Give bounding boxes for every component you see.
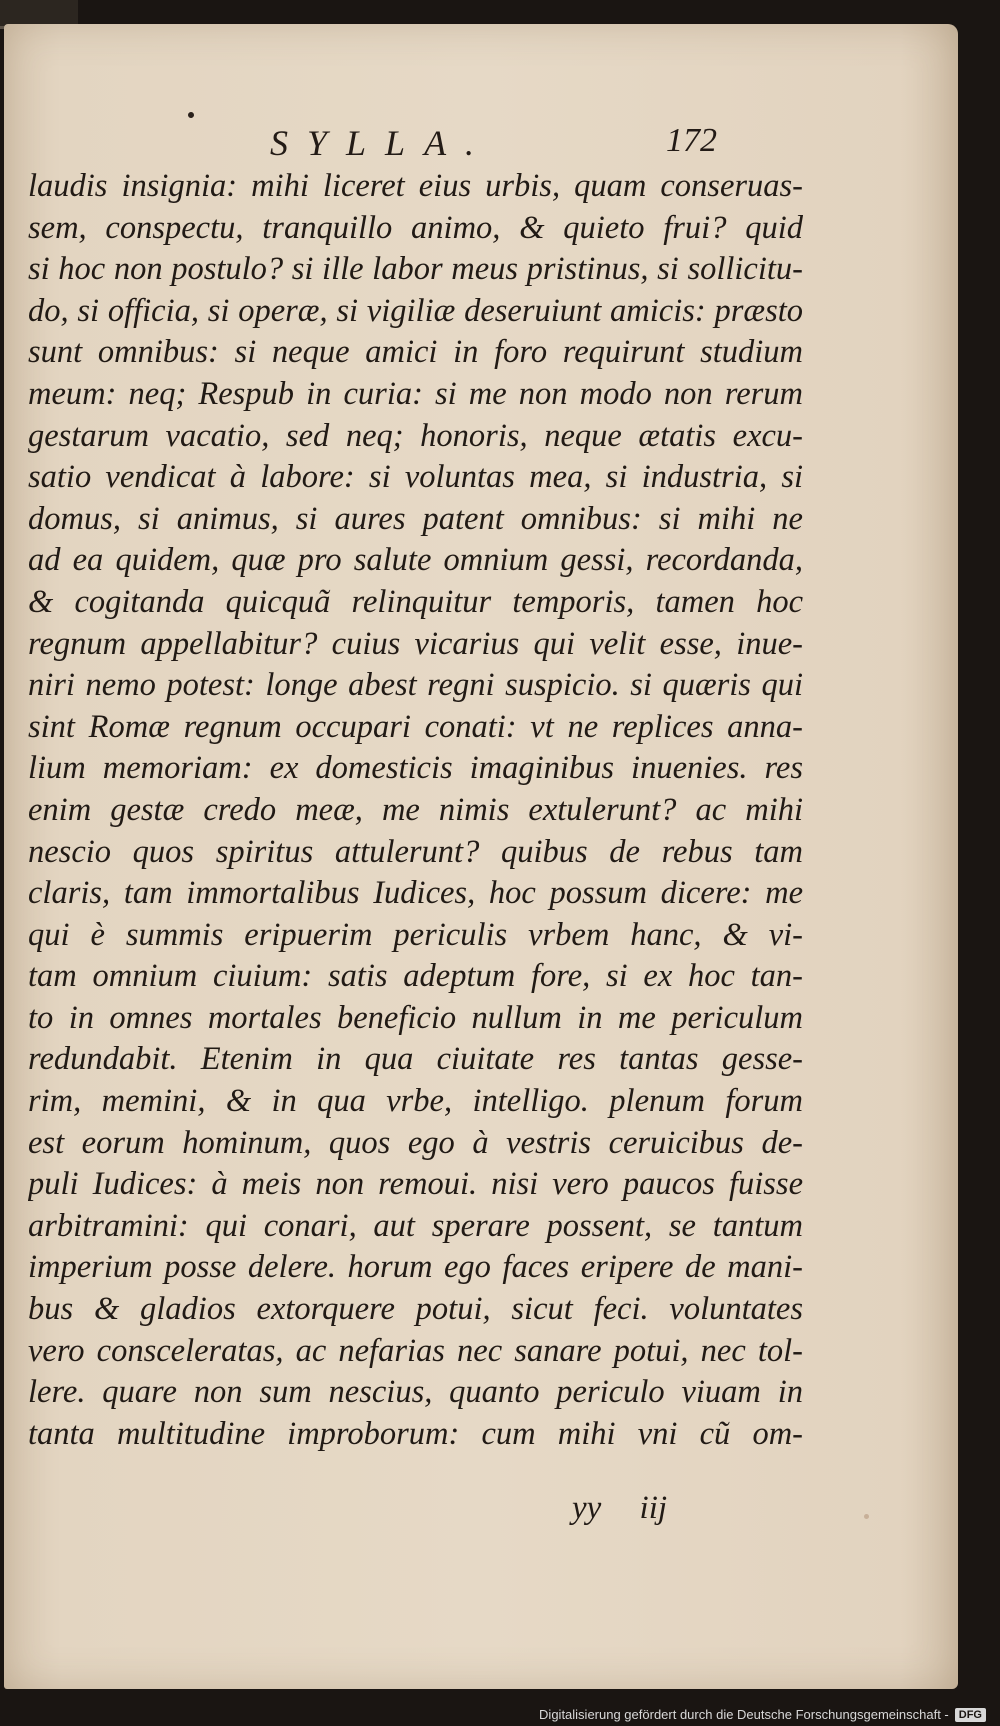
text-line: lere. quare non sum nescius, quanto periculo viuam in: [28, 1374, 803, 1411]
text-line: sunt omnibus: si neque amici in foro requirunt studium: [28, 334, 803, 371]
dfg-logo: DFG: [955, 1708, 986, 1722]
digitization-credit: [539, 1707, 986, 1722]
text-line: do, si officia, si operæ, si vigiliæ deseruiunt amicis: præsto: [28, 292, 803, 329]
text-line: tanta multitudine improborum: cum mihi vni cũ om-: [28, 1415, 803, 1452]
signature-mark: yy iij: [572, 1490, 668, 1526]
text-line: arbitramini: qui conari, aut sperare possent, se tantum: [28, 1207, 803, 1244]
text-line: sint Romæ regnum occupari conati: vt ne replices anna-: [28, 708, 803, 745]
text-line: si hoc non postulo? si ille labor meus pristinus, si sollicitu-: [28, 251, 803, 288]
book-page: [4, 24, 958, 1689]
text-line: & cogitanda quicquã relinquitur temporis, tamen hoc: [28, 583, 803, 620]
text-line: laudis insignia: mihi liceret eius urbis, quam conseruas-: [28, 168, 803, 204]
text-line: gestarum vacatio, sed neq; honoris, neque ætatis excu-: [28, 417, 803, 454]
text-line: qui è summis eripuerim periculis vrbem hanc, & vi-: [28, 916, 803, 953]
text-line: nescio quos spiritus attulerunt? quibus de rebus tam: [28, 833, 803, 870]
text-line: lium memoriam: ex domesticis imaginibus inuenies. res: [28, 750, 803, 787]
text-line: domus, si animus, si aures patent omnibus: si mihi ne: [28, 500, 803, 537]
text-line: rim, memini, & in qua vrbe, intelligo. plenum forum: [28, 1083, 803, 1120]
paper-spot: [864, 1514, 869, 1519]
text-line: enim gestæ credo meæ, me nimis extulerunt? ac mihi: [28, 791, 803, 828]
running-header: [4, 122, 958, 166]
text-line: meum: neq; Respub in curia: si me non modo non rerum: [28, 375, 803, 412]
text-line: puli Iudices: à meis non remoui. nisi vero paucos fuisse: [28, 1166, 803, 1203]
text-line: satio vendicat à labore: si voluntas mea, si industria, si: [28, 459, 803, 496]
text-line: to in omnes mortales beneficio nullum in me periculum: [28, 999, 803, 1036]
text-line: bus & gladios extorquere potui, sicut feci. voluntates: [28, 1291, 803, 1328]
running-title: SYLLA.: [270, 123, 494, 163]
credit-text: Digitalisierung gefördert durch die Deutsche Forschungsgemeinschaft -: [539, 1707, 949, 1722]
text-line: imperium posse delere. horum ego faces eripere de mani-: [28, 1249, 803, 1286]
text-line: vero consceleratas, ac nefarias nec sanare potui, nec tol-: [28, 1332, 803, 1369]
text-line: niri nemo potest: longe abest regni suspicio. si quæris qui: [28, 667, 803, 704]
text-line: claris, tam immortalibus Iudices, hoc possum dicere: me: [28, 875, 803, 912]
text-line: tam omnium ciuium: satis adeptum fore, si ex hoc tan-: [28, 958, 803, 995]
text-line: est eorum hominum, quos ego à vestris ceruicibus de-: [28, 1124, 803, 1161]
text-line: ad ea quidem, quæ pro salute omnium gessi, recordanda,: [28, 542, 803, 579]
page-number: 172: [666, 122, 717, 159]
printer-ornament: [187, 111, 195, 119]
text-line: sem, conspectu, tranquillo animo, & quieto frui? quid: [28, 209, 803, 246]
text-line: redundabit. Etenim in qua ciuitate res tantas gesse-: [28, 1041, 803, 1078]
text-line: regnum appellabitur? cuius vicarius qui velit esse, inue-: [28, 625, 803, 662]
body-text: [28, 166, 803, 1455]
